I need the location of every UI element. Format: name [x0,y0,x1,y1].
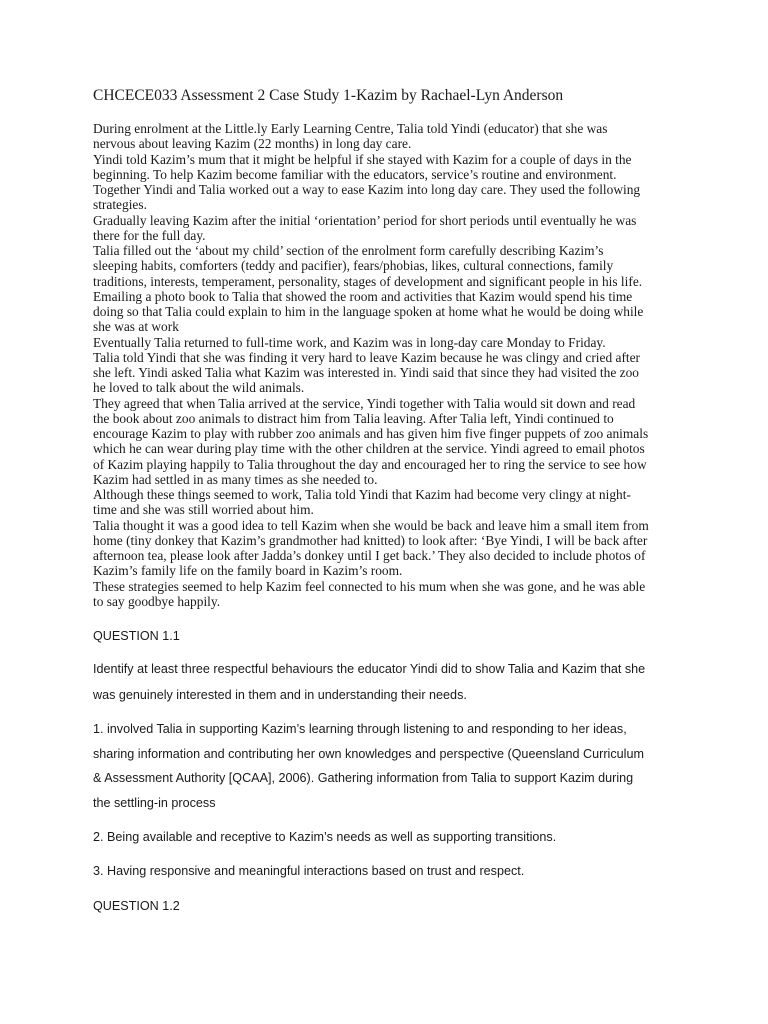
answer-3: 3. Having responsive and meaningful interactions based on trust and respect. [93,864,525,878]
case-study-line: doing so that Talia could explain to him in the language spoken at home what he would be doing while [93,304,644,319]
case-study-line: traditions, interests, temperament, personality, stages of development and significant people in his life. [93,273,643,289]
case-study-line: Kazim’s family life on the family board in Kazim’s room. [93,563,403,579]
case-study-line: encourage Kazim to play with rubber zoo animals and has given him five finger puppets of zoo animals [93,426,649,441]
case-study-line: afternoon tea, please look after Jadda’s donkey until I get back.’ They also decided to include photos of [93,548,646,563]
answer-1-line-3: & Assessment Authority [QCAA], 2006). Gathering information from Talia to support Kazim during [93,771,634,785]
case-study-line: Kazim had settled in as many times as she needed to. [93,471,378,487]
case-study-line: Eventually Talia returned to full-time work, and Kazim was in long-day care Monday to Friday. [93,334,606,350]
case-study-line: strategies. [93,197,147,213]
question-1-1-prompt-line-1: Identify at least three respectful behaviours the educator Yindi did to show Talia and Kazim that she [93,662,646,676]
case-study-line: Gradually leaving Kazim after the initial ‘orientation’ period for short periods until eventually he was [93,212,637,228]
answer-1-line-2: sharing information and contributing her own knowledges and perspective (Queensland Curriculum [93,747,644,761]
case-study-line: the book about zoo animals to distract him from Talia leaving. After Talia left, Yindi continued to [93,410,614,426]
case-study-line: time and she was still worried about him. [93,502,314,518]
question-1-2-heading: QUESTION 1.2 [93,899,180,913]
case-study-line: Yindi told Kazim’s mum that it might be helpful if she stayed with Kazim for a couple of days in the [93,151,632,167]
case-study-line: Talia filled out the ‘about my child’ section of the enrolment form carefully describing Kazim’s [93,243,604,258]
question-1-1-heading: QUESTION 1.1 [93,629,180,643]
question-1-1-prompt-line-2: was genuinely interested in them and in understanding their needs. [93,688,467,702]
case-study-line: Although these things seemed to work, Talia told Yindi that Kazim had become very clingy at night- [93,487,631,502]
case-study-line: Together Yindi and Talia worked out a way to ease Kazim into long day care. They used the following [93,182,641,197]
case-study-line: Talia told Yindi that she was finding it very hard to leave Kazim because he was clingy and cried after [93,349,641,365]
document-title: CHCECE033 Assessment 2 Case Study 1-Kazim by Rachael-Lyn Anderson [93,87,564,104]
answer-1-line-1: 1. involved Talia in supporting Kazim’s learning through listening to and responding to her ideas, [93,722,627,736]
case-study-line: she was at work [93,319,179,335]
case-study-line: Emailing a photo book to Talia that showed the room and activities that Kazim would spend his time [93,288,633,304]
answer-2: 2. Being available and receptive to Kazim’s needs as well as supporting transitions. [93,830,557,844]
case-study-line: there for the full day. [93,227,206,243]
case-study-line: These strategies seemed to help Kazim feel connected to his mum when she was gone, and he was able [93,578,646,594]
case-study-line: home (tiny donkey that Kazim’s grandmother had knitted) to look after: ‘Bye Yindi, I will be back after [93,532,648,548]
answer-1-line-4: the settling-in process [93,796,216,810]
case-study-text [93,121,713,609]
case-study-line: which he can wear during play time with the other children at the service. Yindi agreed to email photos [93,441,645,457]
case-study-line: They agreed that when Talia arrived at the service, Yindi together with Talia would sit down and read [93,395,636,411]
case-study-line: she left. Yindi asked Talia what Kazim was interested in. Yindi said that since they had visited the zoo [93,365,639,380]
case-study-line: During enrolment at the Little.ly Early Learning Centre, Talia told Yindi (educator) that she was [93,121,608,136]
case-study-line: of Kazim playing happily to Talia throughout the day and encouraged her to ring the service to see how [93,456,647,472]
case-study-line: nervous about leaving Kazim (22 months) in long day care. [93,136,412,152]
case-study-line: beginning. To help Kazim become familiar with the educators, service’s routine and environment. [93,166,617,182]
case-study-line: to say goodbye happily. [93,593,221,609]
case-study-line: Talia thought it was a good idea to tell Kazim when she would be back and leave him a small item from [93,517,649,533]
case-study-line: he loved to talk about the wild animals. [93,380,305,396]
case-study-line: sleeping habits, comforters (teddy and pacifier), fears/phobias, likes, cultural connections, family [93,258,614,274]
